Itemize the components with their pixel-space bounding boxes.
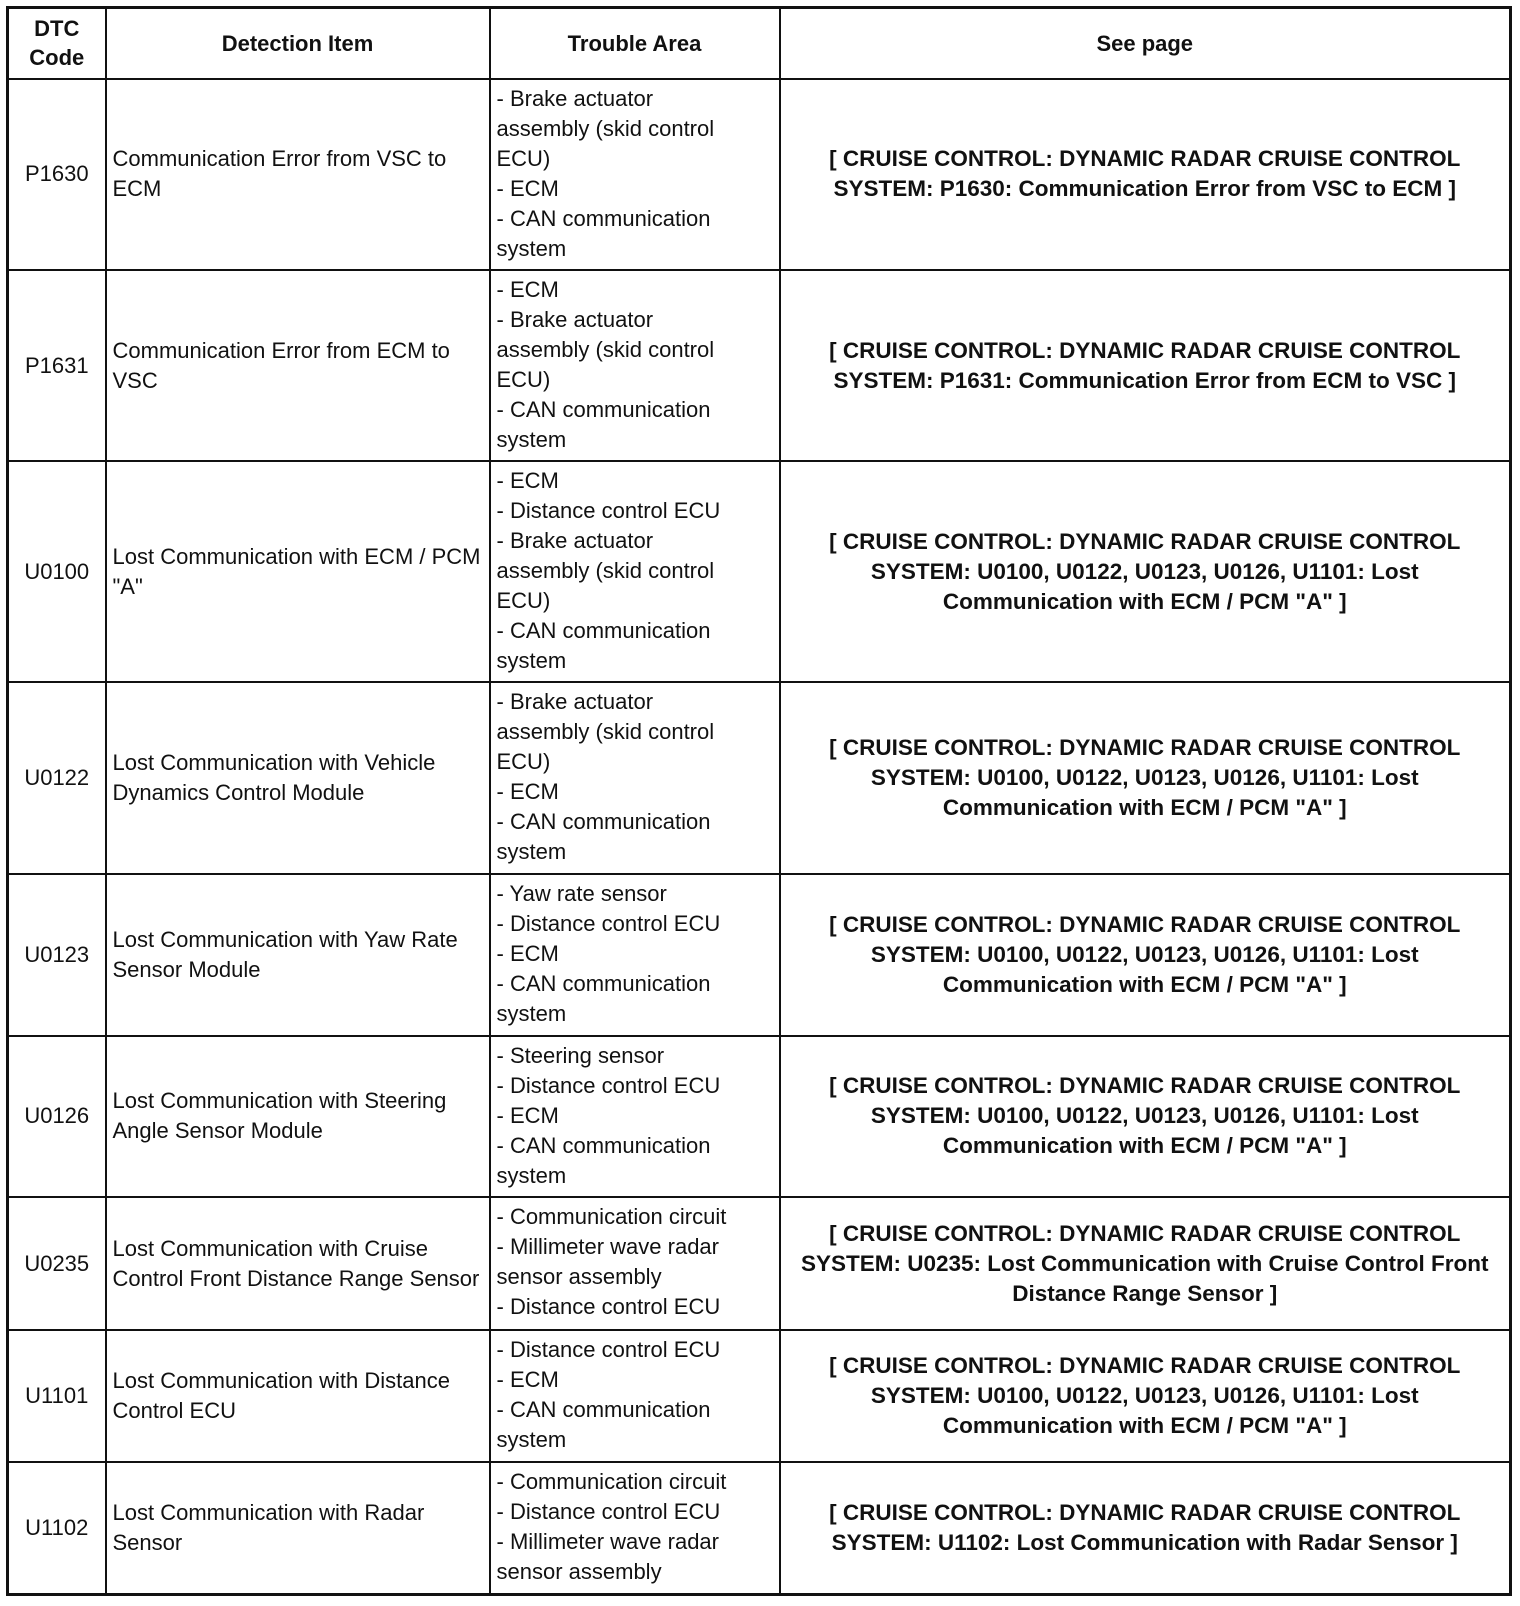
trouble-area-line: - Steering sensor <box>496 1042 665 1068</box>
see-page-link[interactable]: [ CRUISE CONTROL: DYNAMIC RADAR CRUISE CONTROL SYSTEM: P1631: Communication Error from ECM to VSC ] <box>780 270 1511 461</box>
trouble-area-line: - CAN communication <box>496 205 711 231</box>
dtc-code-cell: U0126 <box>8 1036 106 1198</box>
see-page-link[interactable]: [ CRUISE CONTROL: DYNAMIC RADAR CRUISE CONTROL SYSTEM: U0235: Lost Communication with Cruise Control Front Distance Range Sensor ] <box>780 1197 1511 1329</box>
trouble-area-cell <box>490 270 780 461</box>
dtc-code-cell: U0122 <box>8 682 106 873</box>
dtc-code-cell: U1102 <box>8 1462 106 1594</box>
table-row <box>8 874 1511 1036</box>
trouble-area-line: assembly (skid control <box>496 115 715 141</box>
trouble-area-line: system <box>496 648 567 674</box>
trouble-area-line: - Brake actuator <box>496 528 654 554</box>
trouble-area-line: assembly (skid control <box>496 719 715 745</box>
dtc-code-cell: U1101 <box>8 1330 106 1462</box>
detection-item-cell: Communication Error from ECM to VSC <box>106 270 490 461</box>
table-row <box>8 461 1511 682</box>
detection-item-cell: Lost Communication with Distance Control ECU <box>106 1330 490 1462</box>
dtc-code-cell: U0123 <box>8 874 106 1036</box>
header-row <box>8 8 1511 79</box>
trouble-area-line: ECU) <box>496 366 551 392</box>
trouble-area-line: system <box>496 1162 567 1188</box>
header-see-page <box>780 8 1511 79</box>
trouble-area-cell <box>490 79 780 270</box>
trouble-area-line: - ECM <box>496 276 559 302</box>
trouble-area-line: - Yaw rate sensor <box>496 880 667 906</box>
trouble-area-line: sensor assembly <box>496 1264 662 1290</box>
see-page-link[interactable]: [ CRUISE CONTROL: DYNAMIC RADAR CRUISE CONTROL SYSTEM: U0100, U0122, U0123, U0126, U1101: Lost Communication with ECM / PCM "A" ] <box>780 682 1511 873</box>
trouble-area-cell <box>490 682 780 873</box>
header-see-page-label: See page <box>1096 30 1194 56</box>
table-header <box>8 8 1511 79</box>
trouble-area-line: - Distance control ECU <box>496 1072 721 1098</box>
table-row <box>8 79 1511 270</box>
trouble-area-line: system <box>496 235 567 261</box>
dtc-table <box>6 6 1512 1596</box>
trouble-area-line: - ECM <box>496 779 559 805</box>
trouble-area-line: - CAN communication <box>496 618 711 644</box>
trouble-area-line: ECU) <box>496 749 551 775</box>
trouble-area-line: - Distance control ECU <box>496 1336 721 1362</box>
trouble-area-cell <box>490 1330 780 1462</box>
dtc-code-cell: P1630 <box>8 79 106 270</box>
trouble-area-line: system <box>496 1426 567 1452</box>
dtc-code-cell: U0100 <box>8 461 106 682</box>
see-page-link[interactable]: [ CRUISE CONTROL: DYNAMIC RADAR CRUISE CONTROL SYSTEM: U0100, U0122, U0123, U0126, U1101: Lost Communication with ECM / PCM "A" ] <box>780 874 1511 1036</box>
dtc-code-cell: P1631 <box>8 270 106 461</box>
trouble-area-line: - ECM <box>496 468 559 494</box>
header-dtc-code <box>8 8 106 79</box>
trouble-area-line: ECU) <box>496 588 551 614</box>
trouble-area-line: - Millimeter wave radar <box>496 1529 719 1555</box>
see-page-link[interactable]: [ CRUISE CONTROL: DYNAMIC RADAR CRUISE CONTROL SYSTEM: U0100, U0122, U0123, U0126, U1101: Lost Communication with ECM / PCM "A" ] <box>780 461 1511 682</box>
trouble-area-line: - CAN communication <box>496 809 711 835</box>
table-row <box>8 270 1511 461</box>
detection-item-cell: Lost Communication with ECM / PCM "A" <box>106 461 490 682</box>
trouble-area-cell <box>490 1036 780 1198</box>
table-body <box>8 79 1511 1595</box>
trouble-area-line: assembly (skid control <box>496 336 715 362</box>
trouble-area-line: - CAN communication <box>496 970 711 996</box>
detection-item-cell: Lost Communication with Steering Angle Sensor Module <box>106 1036 490 1198</box>
trouble-area-line: ECU) <box>496 145 551 171</box>
trouble-area-cell <box>490 1462 780 1594</box>
trouble-area-line: - Distance control ECU <box>496 910 721 936</box>
trouble-area-line: system <box>496 426 567 452</box>
trouble-area-line: - Distance control ECU <box>496 498 721 524</box>
trouble-area-line: - ECM <box>496 1366 559 1392</box>
header-detection-item <box>106 8 490 79</box>
trouble-area-line: system <box>496 1000 567 1026</box>
trouble-area-line: system <box>496 839 567 865</box>
trouble-area-line: - ECM <box>496 1102 559 1128</box>
trouble-area-line: - Brake actuator <box>496 689 654 715</box>
trouble-area-line: - ECM <box>496 175 559 201</box>
trouble-area-line: - Millimeter wave radar <box>496 1234 719 1260</box>
see-page-link[interactable]: [ CRUISE CONTROL: DYNAMIC RADAR CRUISE CONTROL SYSTEM: U1102: Lost Communication with Radar Sensor ] <box>780 1462 1511 1594</box>
trouble-area-line: - CAN communication <box>496 396 711 422</box>
table-row <box>8 1036 1511 1198</box>
trouble-area-line: - Brake actuator <box>496 306 654 332</box>
trouble-area-line: - CAN communication <box>496 1132 711 1158</box>
trouble-area-line: - ECM <box>496 940 559 966</box>
table-row <box>8 1330 1511 1462</box>
header-dtc-code-label: DTC Code <box>29 16 85 71</box>
trouble-area-line: - Communication circuit <box>496 1204 727 1230</box>
header-trouble-area-label: Trouble Area <box>567 30 702 56</box>
trouble-area-line: - Distance control ECU <box>496 1294 721 1320</box>
trouble-area-line: - Distance control ECU <box>496 1499 721 1525</box>
trouble-area-cell <box>490 1197 780 1329</box>
see-page-link[interactable]: [ CRUISE CONTROL: DYNAMIC RADAR CRUISE CONTROL SYSTEM: U0100, U0122, U0123, U0126, U1101: Lost Communication with ECM / PCM "A" ] <box>780 1036 1511 1198</box>
trouble-area-line: sensor assembly <box>496 1559 662 1585</box>
detection-item-cell: Communication Error from VSC to ECM <box>106 79 490 270</box>
table-row <box>8 682 1511 873</box>
dtc-code-cell: U0235 <box>8 1197 106 1329</box>
table-row <box>8 1462 1511 1594</box>
trouble-area-line: assembly (skid control <box>496 558 715 584</box>
see-page-link[interactable]: [ CRUISE CONTROL: DYNAMIC RADAR CRUISE CONTROL SYSTEM: P1630: Communication Error from VSC to ECM ] <box>780 79 1511 270</box>
trouble-area-line: - Brake actuator <box>496 85 654 111</box>
trouble-area-cell <box>490 874 780 1036</box>
trouble-area-cell <box>490 461 780 682</box>
header-trouble-area <box>490 8 780 79</box>
detection-item-cell: Lost Communication with Cruise Control Front Distance Range Sensor <box>106 1197 490 1329</box>
table-row <box>8 1197 1511 1329</box>
header-detection-item-label: Detection Item <box>221 30 374 56</box>
trouble-area-line: - CAN communication <box>496 1396 711 1422</box>
detection-item-cell: Lost Communication with Yaw Rate Sensor Module <box>106 874 490 1036</box>
see-page-link[interactable]: [ CRUISE CONTROL: DYNAMIC RADAR CRUISE CONTROL SYSTEM: U0100, U0122, U0123, U0126, U1101: Lost Communication with ECM / PCM "A" ] <box>780 1330 1511 1462</box>
detection-item-cell: Lost Communication with Radar Sensor <box>106 1462 490 1594</box>
trouble-area-line: - Communication circuit <box>496 1469 727 1495</box>
detection-item-cell: Lost Communication with Vehicle Dynamics Control Module <box>106 682 490 873</box>
